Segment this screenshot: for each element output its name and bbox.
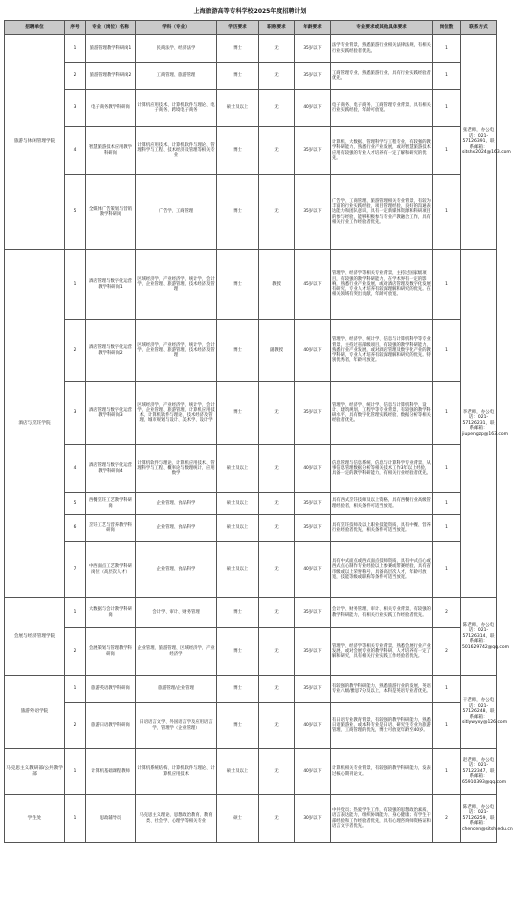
table-row <box>5 493 497 515</box>
cell-post: 酒店管理与数字化运营教学科研岗4 <box>86 445 136 493</box>
cell-title-requirement: 无 <box>259 382 295 445</box>
column-header: 序号 <box>65 21 86 35</box>
cell-post: 酒店管理与数字化运营教学科研岗1 <box>86 250 136 320</box>
cell-post: 旅游英语教学科研岗 <box>86 676 136 703</box>
cell-count: 1 <box>433 175 461 250</box>
cell-unit: 旅游外语学院 <box>5 676 65 749</box>
column-header: 专业（岗位）名称 <box>86 21 136 35</box>
cell-title-requirement: 无 <box>259 515 295 542</box>
cell-requirement: 广告学、工商管理、旅游管理相关专业背景，有较为丰富的行业实践经验，项目管理经验，良好的沟通表达能力和团队意识，具有一定新媒体资源和科研项目的参与经验，能够积极参与专业产教融合工作，具有相关行业工作经验者优先。 <box>331 175 433 250</box>
table-row <box>5 90 497 127</box>
table-row <box>5 127 497 175</box>
cell-subject: 会计学、审计、财务管理 <box>136 598 217 628</box>
cell-count: 1 <box>433 320 461 382</box>
cell-title-requirement: 无 <box>259 175 295 250</box>
recruitment-table <box>4 20 513 843</box>
table-body <box>5 35 513 843</box>
cell-education: 博士 <box>217 676 259 703</box>
cell-education: 博士 <box>217 598 259 628</box>
table-row <box>5 676 497 703</box>
cell-contact: 陈老师，办公电话：021-57126314，联系邮箱：501629742@qq.com <box>461 598 497 676</box>
cell-age: 45岁以下 <box>295 250 331 320</box>
cell-title-requirement: 无 <box>259 628 295 676</box>
cell-title-requirement: 无 <box>259 35 295 63</box>
cell-title-requirement: 无 <box>259 63 295 90</box>
cell-age: 35岁以下 <box>295 628 331 676</box>
cell-age: 40岁以下 <box>295 749 331 795</box>
cell-requirement: 会计学、财务管理、审计、相关专业背景，有较强的教学科研能力，有相关行业实践工作经验者优先。 <box>331 598 433 628</box>
cell-education: 硕士及以上 <box>217 445 259 493</box>
cell-subject: 区域经济学、产业经济学、统计学、会计学、企业管理、旅游管理、技术经济及管理 <box>136 320 217 382</box>
cell-subject: 旅游管理/企业管理 <box>136 676 217 703</box>
cell-education: 博士 <box>217 628 259 676</box>
cell-age: 35岁以下 <box>295 35 331 63</box>
table-row <box>5 63 497 90</box>
table-row <box>5 35 497 63</box>
cell-no: 1 <box>65 795 86 843</box>
cell-age: 40岁以下 <box>295 542 331 598</box>
cell-education: 博士 <box>217 703 259 749</box>
table-row <box>5 382 497 445</box>
cell-requirement: 具有烹饪技师及以上职业技能资质，具有中餐、营养行业经验者优先，相关条件可适当放宽。 <box>331 515 433 542</box>
document-title: 上海旅游高等专科学校2025年度招聘计划 <box>193 8 307 15</box>
cell-contact: 陈老师，办公电话：021-57126259，联系邮箱：chencen@sitsh.edu.cn <box>461 795 497 843</box>
cell-education: 硕士及以上 <box>217 493 259 515</box>
cell-count: 1 <box>433 90 461 127</box>
cell-education: 硕士及以上 <box>217 515 259 542</box>
column-header: 岗位数 <box>433 21 461 35</box>
cell-unit: 马克思主义教研部/公共教学部 <box>5 749 65 795</box>
column-header: 专业要求或其他具体要求 <box>331 21 433 35</box>
cell-subject: 区域经济学、产业经济学、统计学、会计学、企业管理、旅游管理、技术经济及管理 <box>136 250 217 320</box>
cell-title-requirement: 副教授 <box>259 320 295 382</box>
cell-post: 旅游日语教学科研岗 <box>86 703 136 749</box>
cell-education: 硕士及以上 <box>217 749 259 795</box>
cell-title-requirement: 无 <box>259 598 295 628</box>
cell-requirement: 管理学、经济学等相关专业背景，熟悉会展行业产业发展，或对会展专业的教学科研、人才培养有一定了解和研究，具有相关行业实践工作经验者优先。 <box>331 628 433 676</box>
cell-count: 1 <box>433 493 461 515</box>
cell-requirement: 管理学、经济学、统计学、信息与计算机科学、设计、建筑规划、工程学等专业背景，有较强的教学科研水平，具有数字化管理实践经验、数据分析等相关经验者优先。 <box>331 382 433 445</box>
table-row <box>5 598 497 628</box>
cell-requirement: 管理学、经济学等相关专业背景，主持过国家级项目，有较强的教学科研能力，在学术界有一定的影响，熟悉行业产业发展，或对酒店管理及数字化发展有研究，专业人才培养有较深理解和研究的优先。在相关领域有突出贡献，年龄可放宽。 <box>331 250 433 320</box>
cell-education: 硕士及以上 <box>217 90 259 127</box>
cell-age: 35岁以下 <box>295 515 331 542</box>
cell-subject: 企业管理、食品科学 <box>136 493 217 515</box>
cell-requirement: 电子商务、电子商务、工商管理专业背景，具有相关行业实践经验，年龄可放宽。 <box>331 90 433 127</box>
column-header: 学历要求 <box>217 21 259 35</box>
cell-post: 旅游管理教学科研岗2 <box>86 63 136 90</box>
cell-count: 1 <box>433 749 461 795</box>
cell-post: 中西面点工艺教学科研岗位（高层次人才） <box>86 542 136 598</box>
cell-age: 35岁以下 <box>295 175 331 250</box>
cell-subject: 区域经济学、产业经济学、统计学、会计学、企业管理、旅游管理、计算机应用技术、计算机软件与理论、技术经济及管理、城市规划与设计、美术学、设计学 <box>136 382 217 445</box>
cell-count: 1 <box>433 676 461 703</box>
table-row <box>5 320 497 382</box>
cell-post: 旅游管理教学科研岗1 <box>86 35 136 63</box>
cell-post: 计算机基础课程教师 <box>86 749 136 795</box>
cell-no: 2 <box>65 628 86 676</box>
cell-unit: 会展与经济管理学院 <box>5 598 65 676</box>
cell-title-requirement: 无 <box>259 795 295 843</box>
cell-no: 3 <box>65 90 86 127</box>
cell-education: 硕士 <box>217 795 259 843</box>
cell-age: 40岁以下 <box>295 445 331 493</box>
cell-post: 思政辅导员 <box>86 795 136 843</box>
cell-no: 7 <box>65 542 86 598</box>
cell-no: 1 <box>65 598 86 628</box>
cell-subject: 日语语言文学、外国语言学及应用语言学、管理学（企业管理） <box>136 703 217 749</box>
cell-subject: 计算机软件与理论、计算机应用技术、管理科学与工程、概率论与数理统计、应用数学 <box>136 445 217 493</box>
cell-count: 2 <box>433 628 461 676</box>
cell-age: 35岁以下 <box>295 676 331 703</box>
cell-post: 智慧旅游技术应用教学科研岗 <box>86 127 136 175</box>
column-header: 学科（专业） <box>136 21 217 35</box>
cell-education: 硕士及以上 <box>217 542 259 598</box>
cell-count: 1 <box>433 35 461 63</box>
cell-contact: 李老师，办公电话：021-57126231，联系邮箱：jiupengzp@163.com <box>461 250 497 598</box>
cell-requirement: 具有西式烹饪技师及以上资格，具有西餐行业高级管理经验者，相关条件可适当放宽。 <box>331 493 433 515</box>
cell-count: 1 <box>433 250 461 320</box>
table-row <box>5 703 497 749</box>
cell-subject: 计算机应用技术、计算机软件与理论、管理科学与工程、技术经济及管理等相关专业 <box>136 127 217 175</box>
cell-requirement: 工商管理专业，熟悉旅游行业，具有行业实践经验者优先。 <box>331 63 433 90</box>
cell-title-requirement: 无 <box>259 676 295 703</box>
cell-age: 35岁以下 <box>295 63 331 90</box>
cell-no: 2 <box>65 63 86 90</box>
cell-age: 40岁以下 <box>295 320 331 382</box>
cell-education: 博士 <box>217 250 259 320</box>
cell-education: 博士 <box>217 127 259 175</box>
cell-title-requirement: 无 <box>259 542 295 598</box>
cell-unit: 酒店与烹饪学院 <box>5 250 65 598</box>
cell-title-requirement: 无 <box>259 703 295 749</box>
cell-requirement: 法学专业背景，熟悉旅游行业相关法律法规，有相关行业实践经验者优先。 <box>331 35 433 63</box>
cell-no: 1 <box>65 250 86 320</box>
cell-no: 4 <box>65 445 86 493</box>
cell-subject: 民商法学、经济法学 <box>136 35 217 63</box>
table-row <box>5 542 497 598</box>
cell-post: 大数据与会计教学科研岗 <box>86 598 136 628</box>
cell-post: 酒店管理与数字化运营教学科研岗3 <box>86 382 136 445</box>
table-row <box>5 749 497 795</box>
cell-requirement: 信息管理与信息系统、信息与计算科学专业背景，从事信息管理数据分析等相关技术工作3年以上经验，具备一定的教学科研能力，有相关行业经验者优先。 <box>331 445 433 493</box>
cell-no: 5 <box>65 175 86 250</box>
cell-title-requirement: 无 <box>259 127 295 175</box>
cell-post: 电子商务教学科研岗 <box>86 90 136 127</box>
cell-age: 35岁以下 <box>295 382 331 445</box>
cell-count: 2 <box>433 598 461 628</box>
table-row <box>5 795 497 843</box>
cell-post: 西餐烹饪工艺教学科研岗 <box>86 493 136 515</box>
column-header: 职称要求 <box>259 21 295 35</box>
cell-title-requirement: 无 <box>259 749 295 795</box>
cell-title-requirement: 无 <box>259 493 295 515</box>
cell-count: 2 <box>433 795 461 843</box>
cell-education: 博士 <box>217 320 259 382</box>
cell-requirement: 计算机、大数据、管理科学与工程专业，有较强的教学科研能力，熟悉行业产业发展，或对智慧旅游技术应用有较强的专业人才培养有一定了解和研究的优先。 <box>331 127 433 175</box>
cell-no: 1 <box>65 35 86 63</box>
cell-post: 会展策划与管理教学科研岗 <box>86 628 136 676</box>
cell-age: 35岁以下 <box>295 598 331 628</box>
column-header: 年龄要求 <box>295 21 331 35</box>
table-row <box>5 250 497 320</box>
cell-title-requirement: 教授 <box>259 250 295 320</box>
cell-education: 博士 <box>217 63 259 90</box>
cell-age: 40岁以下 <box>295 90 331 127</box>
cell-count: 1 <box>433 63 461 90</box>
cell-no: 1 <box>65 749 86 795</box>
cell-requirement: 管理学、经济学、统计学、信息与计算机科学等专业背景，主持过省部级项目，有较强的教学科研能力，熟悉行业产业发展，或对酒店管理及数字化产业的教学科研，专业人才培养有较深理解和研究的优先。特别优秀者，年龄可放宽。 <box>331 320 433 382</box>
cell-requirement: 有日语专业教育背景，有较强的教学科研能力，熟悉日语旅游业，或本科专业是日语、研究生专业为旅游管理、工商管理的优先，博士可放宽年龄至40岁。 <box>331 703 433 749</box>
cell-no: 3 <box>65 382 86 445</box>
cell-subject: 马克思主义理论、思想政治教育、教育类、社会学、心理学等相关专业 <box>136 795 217 843</box>
cell-age: 30岁以下 <box>295 795 331 843</box>
column-header: 联系方式 <box>461 21 497 35</box>
cell-education: 博士 <box>217 35 259 63</box>
cell-no: 6 <box>65 515 86 542</box>
cell-subject: 计算机系统结构、计算机软件与理论、计算机应用技术 <box>136 749 217 795</box>
cell-age: 35岁以下 <box>295 493 331 515</box>
cell-requirement: 中共党员；热爱学生工作，有较强的思想政治素质、语言表达能力，组织协调能力、身心健康；有学生干部经验和工作经验者优先，具有心理咨询师资格证和语言文字者优先。 <box>331 795 433 843</box>
cell-count: 1 <box>433 542 461 598</box>
cell-age: 35岁以下 <box>295 127 331 175</box>
cell-contact: 赵老师，办公电话：021-57122347，联系邮箱：65910393@qq.com <box>461 749 497 795</box>
cell-no: 1 <box>65 676 86 703</box>
cell-education: 博士 <box>217 175 259 250</box>
cell-unit: 学生处 <box>5 795 65 843</box>
cell-unit: 旅游与休闲管理学院 <box>5 35 65 250</box>
cell-education: 博士 <box>217 382 259 445</box>
cell-no: 2 <box>65 320 86 382</box>
cell-subject: 企业管理、食品科学 <box>136 515 217 542</box>
cell-post: 酒店管理与数字化运营教学科研岗2 <box>86 320 136 382</box>
table-row <box>5 445 497 493</box>
cell-title-requirement: 无 <box>259 90 295 127</box>
cell-count: 1 <box>433 127 461 175</box>
cell-subject: 企业管理、食品科学 <box>136 542 217 598</box>
cell-title-requirement: 无 <box>259 445 295 493</box>
table-row <box>5 515 497 542</box>
cell-count: 1 <box>433 445 461 493</box>
header-row <box>5 21 497 35</box>
cell-no: 5 <box>65 493 86 515</box>
cell-requirement: 具有中式面点或西式面点技师资质，具有中式点心或西式点心制作专业经验以上参赛或带赛经验，具有省市级或以上荣誉称号，具备高层次人才，年龄可放宽，技能等级或职称等条件可适当放宽。 <box>331 542 433 598</box>
cell-post: 全媒体广告策划与营销教学科研岗 <box>86 175 136 250</box>
cell-no: 4 <box>65 127 86 175</box>
table-row <box>5 628 497 676</box>
cell-subject: 广告学、工商管理 <box>136 175 217 250</box>
cell-no: 2 <box>65 703 86 749</box>
cell-subject: 计算机应用技术、计算机软件与理论、电子商务、跨境电子商务 <box>136 90 217 127</box>
cell-count: 1 <box>433 382 461 445</box>
cell-count: 1 <box>433 703 461 749</box>
cell-contact: 干老师，办公电话：021-57126248，联系邮箱：sitlywyxy@126.com <box>461 676 497 749</box>
cell-subject: 工商管理、旅游管理 <box>136 63 217 90</box>
cell-subject: 企业管理、旅游管理、区域经济学、产业经济学 <box>136 628 217 676</box>
cell-age: 40岁以下 <box>295 703 331 749</box>
cell-post: 烹饪工艺与营养教学科研岗 <box>86 515 136 542</box>
table-row <box>5 175 497 250</box>
cell-contact: 张老师，办公电话：021-57126391，联系邮箱：sitshx2024@163.com <box>461 35 497 250</box>
cell-requirement: 计算机相关专业背景，有较强的教学科研能力，发表过核心期刊论文。 <box>331 749 433 795</box>
cell-requirement: 有较强的教学科研能力，熟悉旅游行业的发展，英语专业八级/雅思7分及以上，本科是英语专业者优先。 <box>331 676 433 703</box>
column-header: 招聘单位 <box>5 21 65 35</box>
cell-count: 1 <box>433 515 461 542</box>
